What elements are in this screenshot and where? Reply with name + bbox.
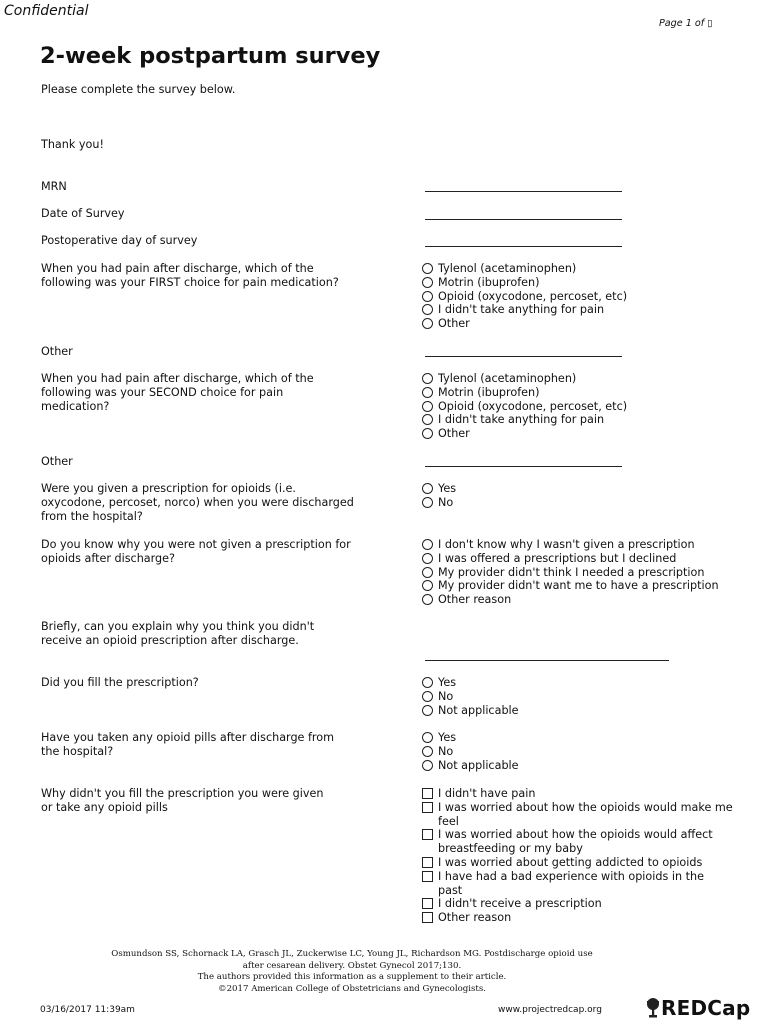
radio-button[interactable] [422, 428, 433, 439]
date-label: Date of Survey [41, 207, 125, 220]
radio-button[interactable] [422, 401, 433, 412]
second-choice-options [422, 372, 754, 441]
radio-button[interactable] [422, 553, 433, 564]
checkbox[interactable] [422, 871, 433, 882]
date-field[interactable] [425, 219, 622, 220]
radio-button[interactable] [422, 414, 433, 425]
option-label: My provider didn't think I needed a prescription [438, 565, 705, 579]
why-not-given-option[interactable] [422, 552, 754, 566]
why-not-fill-option[interactable] [422, 801, 754, 829]
option-label: Other reason [438, 593, 512, 607]
option-label: I didn't receive a prescription [438, 897, 602, 911]
other-first-field[interactable] [425, 356, 622, 357]
option-label: Yes [438, 482, 457, 495]
radio-button[interactable] [422, 318, 433, 329]
footer-timestamp: 03/16/2017 11:39am [40, 1005, 135, 1015]
postop-field[interactable] [425, 246, 622, 247]
given-prescription-option[interactable] [422, 482, 754, 496]
option-label: Other reason [438, 911, 512, 925]
why-not-given-option[interactable] [422, 538, 754, 552]
taken-opioids-option[interactable] [422, 745, 754, 759]
why-not-given-options [422, 538, 754, 607]
why-not-fill-option[interactable] [422, 911, 754, 925]
radio-button[interactable] [422, 291, 433, 302]
option-label: I was offered a prescriptions but I declined [438, 551, 677, 565]
question-why-not-given: Do you know why you were not given a prescription for opioids after discharge? [41, 538, 351, 565]
taken-opioids-option[interactable] [422, 731, 754, 745]
option-label: Not applicable [438, 758, 519, 772]
second-choice-option[interactable] [422, 386, 754, 400]
option-label: I didn't have pain [438, 787, 536, 800]
option-label: No [438, 495, 454, 509]
why-not-fill-option[interactable] [422, 870, 754, 898]
option-label: Motrin (ibuprofen) [438, 385, 540, 399]
other-first-label: Other [41, 345, 73, 358]
radio-button[interactable] [422, 732, 433, 743]
first-choice-option[interactable] [422, 262, 754, 276]
question-second-choice: When you had pain after discharge, which of the following was your SECOND choice for pain medication? [41, 372, 314, 413]
fill-prescription-options [422, 676, 754, 717]
radio-button[interactable] [422, 263, 433, 274]
intro-text: Please complete the survey below. [41, 83, 236, 96]
checkbox[interactable] [422, 829, 433, 840]
given-prescription-option[interactable] [422, 496, 754, 510]
citation-line: Osmundson SS, Schornack LA, Grasch JL, Zuckerwise LC, Young JL, Richardson MG. Postdischarge opioid use [111, 949, 593, 959]
first-choice-option[interactable] [422, 290, 754, 304]
explain-why-field[interactable] [425, 660, 669, 661]
option-label: Other [438, 317, 470, 331]
question-given-prescription: Were you given a prescription for opioids (i.e. oxycodone, percoset, norco) when you were discharged from the hospital? [41, 482, 354, 523]
citation-line: ©2017 American College of Obstetricians and Gynecologists. [218, 983, 486, 994]
checkbox[interactable] [422, 857, 433, 868]
radio-button[interactable] [422, 483, 433, 494]
radio-button[interactable] [422, 497, 433, 508]
fill-prescription-option[interactable] [422, 704, 754, 718]
taken-opioids-options [422, 731, 754, 772]
redcap-logo [645, 996, 750, 1020]
why-not-fill-option[interactable] [422, 828, 754, 856]
radio-button[interactable] [422, 691, 433, 702]
second-choice-option[interactable] [422, 400, 754, 414]
checkbox[interactable] [422, 898, 433, 909]
citation [0, 949, 704, 995]
option-label: Not applicable [438, 703, 519, 717]
option-label: I have had a bad experience with opioids in the past [438, 869, 704, 897]
radio-button[interactable] [422, 760, 433, 771]
first-choice-option[interactable] [422, 317, 754, 331]
footer-url: www.projectredcap.org [498, 1005, 602, 1015]
question-fill-prescription: Did you fill the prescription? [41, 676, 199, 689]
option-label: I was worried about how the opioids would affect breastfeeding or my baby [438, 828, 713, 856]
page-title: 2-week postpartum survey [40, 43, 381, 69]
why-not-fill-option[interactable] [422, 897, 754, 911]
radio-button[interactable] [422, 304, 433, 315]
option-label: I didn't take anything for pain [438, 413, 605, 427]
why-not-given-option[interactable] [422, 566, 754, 580]
option-label: Opioid (oxycodone, percoset, etc) [438, 289, 628, 303]
option-label: Motrin (ibuprofen) [438, 275, 540, 289]
first-choice-option[interactable] [422, 276, 754, 290]
option-label: I don't know why I wasn't given a prescription [438, 538, 695, 551]
option-label: I didn't take anything for pain [438, 303, 605, 317]
option-label: My provider didn't want me to have a prescription [438, 579, 719, 593]
option-label: Yes [438, 676, 457, 689]
radio-button[interactable] [422, 539, 433, 550]
radio-button[interactable] [422, 746, 433, 757]
radio-button[interactable] [422, 677, 433, 688]
option-label: Opioid (oxycodone, percoset, etc) [438, 399, 628, 413]
option-label: No [438, 744, 454, 758]
option-label: Other [438, 427, 470, 441]
radio-button[interactable] [422, 373, 433, 384]
option-label: Yes [438, 731, 457, 744]
second-choice-option[interactable] [422, 427, 754, 441]
fill-prescription-option[interactable] [422, 690, 754, 704]
option-label: Tylenol (acetaminophen) [438, 372, 577, 385]
checkbox[interactable] [422, 788, 433, 799]
question-why-not-fill: Why didn't you fill the prescription you were given or take any opioid pills [41, 787, 324, 814]
redcap-mortar-icon [645, 997, 661, 1019]
question-first-choice: When you had pain after discharge, which of the following was your FIRST choice for pain medication? [41, 262, 339, 289]
option-label: I was worried about getting addicted to opioids [438, 855, 703, 869]
postop-label: Postoperative day of survey [41, 234, 198, 247]
mrn-label: MRN [41, 180, 67, 193]
checkbox[interactable] [422, 912, 433, 923]
redcap-logo-text: REDCap [661, 996, 751, 1020]
option-label: I was worried about how the opioids would make me feel [438, 800, 733, 828]
citation-line: The authors provided this information as a supplement to their article. [197, 972, 507, 982]
first-choice-option[interactable] [422, 303, 754, 317]
taken-opioids-option[interactable] [422, 759, 754, 773]
given-prescription-options [422, 482, 754, 510]
first-choice-options [422, 262, 754, 331]
second-choice-option[interactable] [422, 372, 754, 386]
fill-prescription-option[interactable] [422, 676, 754, 690]
why-not-fill-option[interactable] [422, 787, 754, 801]
why-not-fill-options [422, 787, 754, 925]
question-taken-opioids: Have you taken any opioid pills after discharge from the hospital? [41, 731, 335, 758]
radio-button[interactable] [422, 277, 433, 288]
radio-button[interactable] [422, 580, 433, 591]
radio-button[interactable] [422, 705, 433, 716]
checkbox[interactable] [422, 802, 433, 813]
mrn-field[interactable] [425, 191, 622, 192]
why-not-fill-option[interactable] [422, 856, 754, 870]
option-label: Tylenol (acetaminophen) [438, 262, 577, 275]
citation-line: after cesarean delivery. Obstet Gynecol 2017;130. [242, 960, 462, 971]
thanks-text: Thank you! [41, 138, 104, 151]
second-choice-option[interactable] [422, 413, 754, 427]
radio-button[interactable] [422, 567, 433, 578]
radio-button[interactable] [422, 594, 433, 605]
why-not-given-option[interactable] [422, 593, 754, 607]
radio-button[interactable] [422, 387, 433, 398]
other-second-field[interactable] [425, 466, 622, 467]
question-explain-why: Briefly, can you explain why you think you didn't receive an opioid prescription after discharge. [41, 620, 315, 647]
page-number: Page 1 of ▯ [659, 18, 713, 29]
confidential-label: Confidential [4, 3, 89, 19]
other-second-label: Other [41, 455, 73, 468]
why-not-given-option[interactable] [422, 579, 754, 593]
option-label: No [438, 689, 454, 703]
